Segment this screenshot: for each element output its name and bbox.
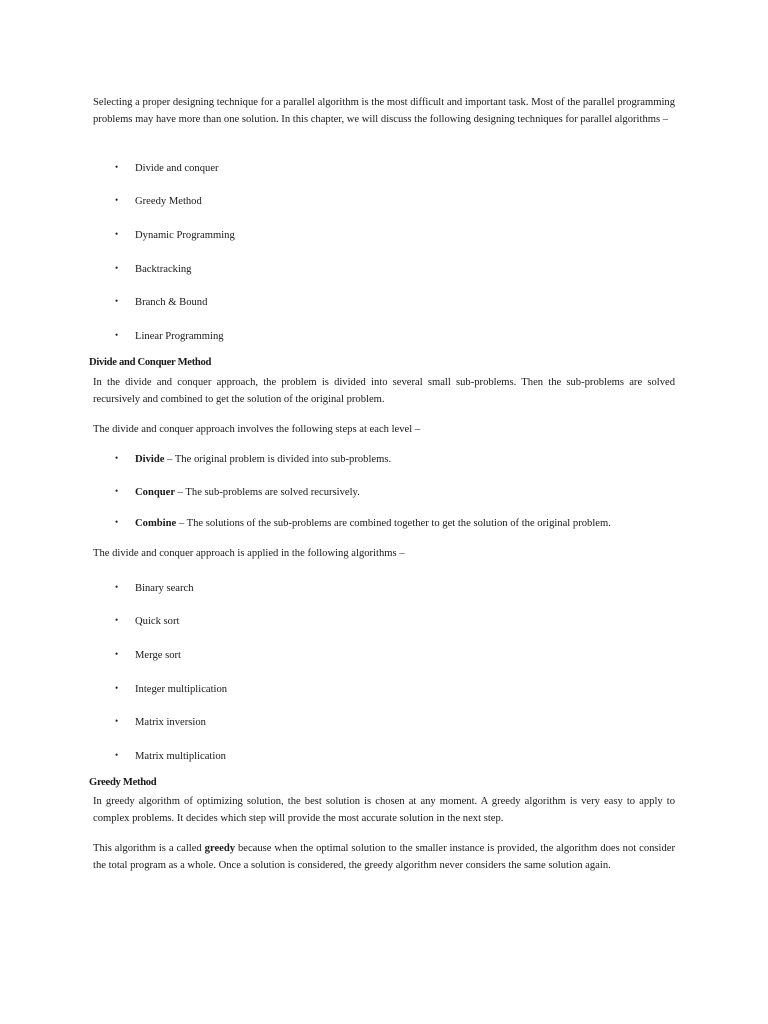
list-item (115, 484, 360, 500)
list-item (115, 451, 391, 467)
list-item (115, 294, 207, 310)
greedy-p2-after: because when the optimal solution to the smaller instance is provided, the algorithm does not consider the total program as a whole. Once a solution is considered, the greedy algorithm never considers the same solution again. (93, 843, 676, 872)
section-heading-greedy-method: Greedy Method (89, 777, 157, 788)
list-item (115, 193, 202, 209)
list-item (115, 261, 191, 277)
bullet-icon: • (115, 229, 119, 239)
list-item (115, 748, 226, 764)
bullet-icon: • (115, 195, 119, 205)
algorithm-label: Integer multiplication (135, 684, 228, 695)
step-description: – The sub-problems are solved recursively. (175, 487, 360, 498)
step-term: Divide (135, 454, 165, 465)
list-item (115, 515, 611, 531)
divide-algorithms-intro: The divide and conquer approach is applied in the following algorithms – (93, 548, 405, 559)
technique-label: Greedy Method (135, 196, 202, 207)
bullet-icon: • (115, 582, 119, 592)
greedy-paragraph-1: In greedy algorithm of optimizing solution, the best solution is chosen at any moment. A greedy algorithm is very easy to apply to complex problems. It decides which step will provide the most accurate solution in the next step. (93, 796, 675, 825)
divide-steps-intro: The divide and conquer approach involves the following steps at each level – (93, 424, 421, 435)
bullet-icon: • (115, 716, 119, 726)
list-item (115, 160, 219, 176)
step-description: – The solutions of the sub-problems are combined together to get the solution of the original problem. (176, 518, 611, 529)
step-term: Conquer (135, 487, 176, 498)
step-term: Combine (135, 518, 177, 529)
algorithm-label: Matrix multiplication (135, 751, 226, 762)
technique-label: Branch & Bound (135, 297, 208, 308)
algorithm-label: Binary search (135, 583, 194, 594)
greedy-p2-bold: greedy (204, 843, 236, 854)
list-item (115, 613, 179, 629)
technique-label: Dynamic Programming (135, 230, 235, 241)
greedy-paragraph-2 (93, 840, 675, 874)
technique-label: Backtracking (135, 264, 192, 275)
algorithm-label: Merge sort (135, 650, 181, 661)
list-item (115, 681, 227, 697)
greedy-p2-before: This algorithm is a called (93, 843, 205, 854)
list-item (115, 714, 206, 730)
section-heading-divide-and-conquer: Divide and Conquer Method (89, 357, 212, 368)
bullet-icon: • (115, 296, 119, 306)
list-item (115, 580, 194, 596)
list-item (115, 647, 181, 663)
bullet-icon: • (115, 330, 119, 340)
bullet-icon: • (115, 615, 119, 625)
algorithm-label: Matrix inversion (135, 717, 206, 728)
bullet-icon: • (115, 750, 119, 760)
bullet-icon: • (115, 683, 119, 693)
technique-label: Linear Programming (135, 331, 224, 342)
divide-intro-paragraph: In the divide and conquer approach, the problem is divided into several small sub-problems. Then the sub-problems are solved recursively and combined to get the solution of the original problem. (93, 377, 675, 406)
technique-label: Divide and conquer (135, 163, 219, 174)
list-item (115, 328, 224, 344)
bullet-icon: • (115, 453, 119, 463)
bullet-icon: • (115, 517, 119, 527)
bullet-icon: • (115, 486, 119, 496)
intro-paragraph: Selecting a proper designing technique for a parallel algorithm is the most difficult and important task. Most of the parallel programming problems may have more than one solution. In this chapter, we will discuss the following designing techniques for parallel algorithms – (93, 97, 675, 126)
bullet-icon: • (115, 649, 119, 659)
bullet-icon: • (115, 263, 119, 273)
list-item (115, 227, 235, 243)
bullet-icon: • (115, 162, 119, 172)
algorithm-label: Quick sort (135, 616, 180, 627)
step-description: – The original problem is divided into sub-problems. (164, 454, 392, 465)
